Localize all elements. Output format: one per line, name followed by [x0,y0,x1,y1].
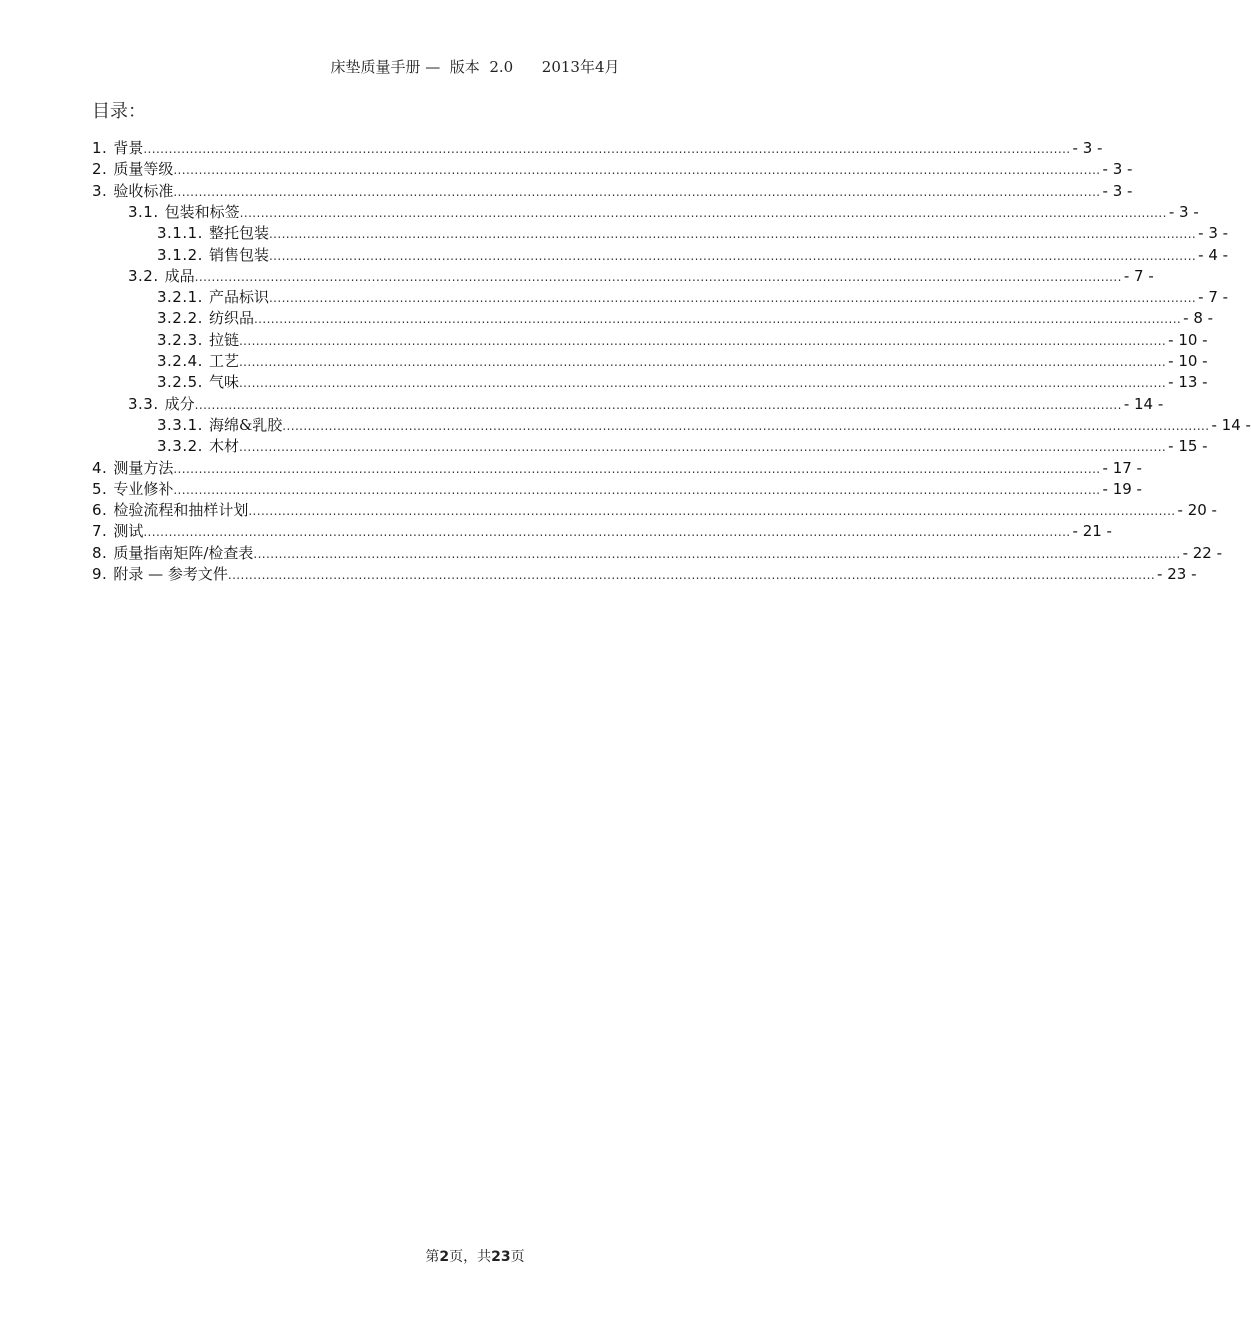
toc-entry-number: 3.2.5. [157,373,203,391]
toc-dot-leader: ............................................................................................................................................................................................................................ [173,483,1101,497]
toc-entry-page: - 8 - [1183,309,1214,327]
toc-entry-title: 整托包装 [208,224,269,242]
toc-entry-title: 附录 — 参考文件 [113,565,228,583]
toc-entry-page: - 3 - [1102,160,1133,178]
toc-dot-leader: ............................................................................................................................................................................................................................ [173,163,1101,177]
toc-entry[interactable] [157,372,1208,393]
toc-entry[interactable] [92,521,1112,542]
toc-entry-title: 质量指南矩阵/检查表 [113,544,254,562]
toc-entry-title: 拉链 [208,331,239,349]
toc-entry-page: - 23 - [1157,565,1197,583]
toc-entry[interactable] [157,287,1229,308]
toc-entry[interactable] [92,159,1133,180]
toc-entry-number: 7. [92,522,108,540]
footer-middle: 页，共 [449,1249,492,1265]
toc-entry-number: 3.3.1. [157,416,203,434]
toc-entry[interactable] [157,223,1229,244]
toc-dot-leader: ............................................................................................................................................................................................................................ [238,355,1167,369]
toc-entry-page: - 14 - [1211,416,1251,434]
toc-entry[interactable] [92,479,1142,500]
toc-dot-leader: ............................................................................................................................................................................................................................ [173,462,1101,476]
toc-dot-leader: ............................................................................................................................................................................................................................ [268,249,1197,263]
toc-entry[interactable] [128,266,1154,287]
toc-entry-title: 气味 [208,373,239,391]
toc-entry-title: 木材 [208,437,239,455]
toc-entry-number: 5. [92,480,108,498]
toc-entry-title: 纺织品 [208,309,254,327]
toc-entry-number: 3.2.1. [157,288,203,306]
toc-entry-page: - 7 - [1198,288,1229,306]
toc-entry[interactable] [92,543,1223,564]
toc-entry-page: - 15 - [1168,437,1208,455]
toc-entry-page: - 7 - [1123,267,1154,285]
toc-entry-number: 3.2.2. [157,309,203,327]
toc-entry-number: 9. [92,565,108,583]
toc-entry-page: - 3 - [1102,182,1133,200]
toc-entry-number: 6. [92,501,108,519]
toc-entry[interactable] [92,138,1103,159]
toc-entry-number: 3. [92,182,108,200]
document-header: 床垫质量手册 — 版本 2.0 2013年4月 [330,58,620,76]
toc-entry-title: 海绵&乳胶 [208,416,283,434]
toc-entry-page: - 14 - [1123,395,1164,413]
toc-entry-title: 专业修补 [113,480,174,498]
toc-entry-number: 3.3. [128,395,159,413]
toc-entry-title: 测量方法 [113,459,174,477]
toc-dot-leader: ............................................................................................................................................................................................................................ [238,440,1167,454]
toc-entry-title: 验收标准 [113,182,174,200]
footer-total-pages: 23 [491,1249,511,1265]
toc-dot-leader: ............................................................................................................................................................................................................................ [248,504,1176,518]
toc-entry-page: - 22 - [1182,544,1223,562]
toc-entry-page: - 13 - [1168,373,1208,391]
toc-entry-number: 3.1.2. [157,246,203,264]
toc-entry-page: - 17 - [1102,459,1142,477]
toc-entry-title: 工艺 [208,352,239,370]
toc-entry[interactable] [157,330,1208,351]
toc-entry-number: 3.2.3. [157,331,203,349]
toc-entry[interactable] [157,245,1229,266]
footer-current-page: 2 [439,1249,450,1265]
toc-entry[interactable] [157,415,1251,436]
toc-dot-leader: ............................................................................................................................................................................................................................ [194,270,1122,284]
toc-entry-page: - 3 - [1168,203,1199,221]
toc-entry-number: 3.1. [128,203,159,221]
toc-entry[interactable] [157,351,1208,372]
toc-entry-page: - 10 - [1168,352,1208,370]
toc-entry-number: 2. [92,160,108,178]
toc-dot-leader: ............................................................................................................................................................................................................................ [239,206,1167,220]
toc-entry[interactable] [157,436,1208,457]
toc-entry-number: 8. [92,544,108,562]
toc-entry[interactable] [157,308,1214,329]
toc-entry[interactable] [92,500,1217,521]
toc-entry-title: 质量等级 [113,160,174,178]
toc-dot-leader: ............................................................................................................................................................................................................................ [282,419,1210,433]
toc-dot-leader: ............................................................................................................................................................................................................................ [253,547,1181,561]
page-footer [0,1246,950,1266]
toc-entry-number: 3.2. [128,267,159,285]
toc-entry-title: 成分 [164,395,195,413]
toc-entry-page: - 4 - [1198,246,1229,264]
toc-entry-title: 检验流程和抽样计划 [113,501,249,519]
toc-entry-page: - 10 - [1168,331,1208,349]
toc-entry-page: - 3 - [1072,139,1103,157]
toc-entry-page: - 21 - [1072,522,1112,540]
footer-prefix: 第 [425,1249,440,1265]
toc-dot-leader: ............................................................................................................................................................................................................................ [227,568,1156,582]
toc-dot-leader: ............................................................................................................................................................................................................................ [268,227,1197,241]
toc-dot-leader: ............................................................................................................................................................................................................................ [143,525,1071,539]
toc-entry-number: 1. [92,139,108,157]
toc-title: 目录： [92,101,146,122]
toc-entry-title: 销售包装 [208,246,269,264]
toc-dot-leader: ............................................................................................................................................................................................................................ [253,312,1182,326]
toc-entry-number: 3.3.2. [157,437,203,455]
toc-dot-leader: ............................................................................................................................................................................................................................ [268,291,1197,305]
toc-entry-page: - 20 - [1177,501,1217,519]
toc-entry[interactable] [128,202,1199,223]
toc-entry[interactable] [128,394,1164,415]
footer-suffix: 页 [510,1249,525,1265]
toc-dot-leader: ............................................................................................................................................................................................................................ [238,334,1167,348]
toc-dot-leader: ............................................................................................................................................................................................................................ [173,185,1101,199]
toc-entry-page: - 3 - [1198,224,1229,242]
toc-dot-leader: ............................................................................................................................................................................................................................ [143,142,1071,156]
toc-entry[interactable] [92,181,1133,202]
toc-dot-leader: ............................................................................................................................................................................................................................ [194,398,1122,412]
toc-entry-title: 产品标识 [208,288,269,306]
toc-entry-title: 成品 [164,267,195,285]
toc-entry-title: 包装和标签 [164,203,240,221]
toc-entry-title: 测试 [113,522,144,540]
toc-dot-leader: ............................................................................................................................................................................................................................ [238,376,1167,390]
toc-entry-number: 3.2.4. [157,352,203,370]
toc-entry-title: 背景 [113,139,144,157]
toc-entry[interactable] [92,458,1142,479]
toc-entry-number: 4. [92,459,108,477]
toc-entry-page: - 19 - [1102,480,1142,498]
toc-entry-number: 3.1.1. [157,224,203,242]
toc-entry[interactable] [92,564,1197,585]
